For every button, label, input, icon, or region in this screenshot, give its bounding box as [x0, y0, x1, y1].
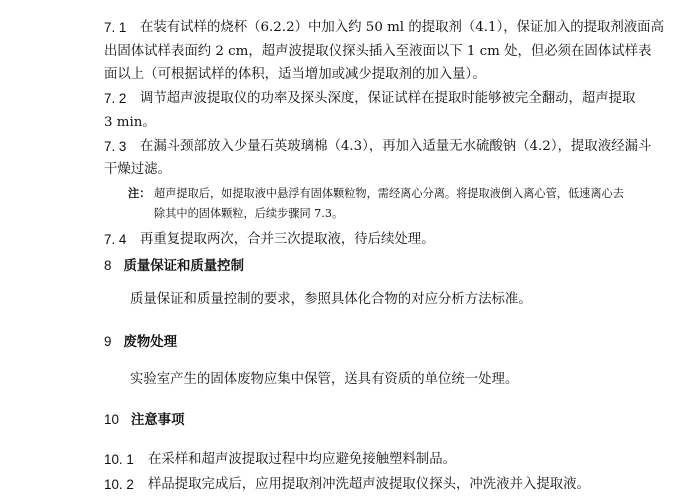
section-10-title: 注意事项 [130, 413, 185, 428]
note-line-1: 超声提取后，如提取液中悬浮有固体颗粒物，需经离心分离。将提取液倒入离心管，低速离心去 [154, 187, 624, 200]
clause-10-1-text: 在采样和超声波提取过程中均应避免接触塑料制品。 [148, 452, 456, 467]
clause-7-2-number: 7. 2 [104, 91, 127, 106]
clause-7-1-line-2: 出固体试样表面约 2 cm，超声波提取仪探头插入至液面以下 1 cm 处，但必须在固体试样表 [104, 44, 652, 59]
section-8-body: 质量保证和质量控制的要求，参照具体化合物的对应分析方法标准。 [130, 292, 532, 307]
clause-7-2-line-1: 调节超声波提取仪的功率及探头深度，保证试样在提取时能够被完全翻动，超声提取 [140, 91, 636, 106]
clause-7-3-line-1: 在漏斗颈部放入少量石英玻璃棉（4.3），再加入适量无水硫酸钠（4.2），提取液经漏斗 [140, 139, 652, 154]
clause-7-3-line-2: 干燥过滤。 [104, 162, 171, 177]
clause-7-3-number: 7. 3 [104, 139, 127, 154]
section-9-number: 9 [104, 334, 112, 349]
clause-7-1-line-1: 在装有试样的烧杯（6.2.2）中加入约 50 ml 的提取剂（4.1），保证加入的提取剂液面高 [140, 20, 664, 35]
clause-7-2-line-2: 3 min。 [104, 115, 156, 130]
section-8-number: 8 [104, 258, 112, 273]
section-9-heading [104, 333, 177, 352]
clause-10-1-number: 10. 1 [104, 452, 134, 467]
clause-7-4-number: 7. 4 [104, 232, 127, 247]
clause-7-1-line-3: 面以上（可根据试样的体积，适当增加或减少提取剂的加入量）。 [104, 67, 486, 82]
clause-10-2-number: 10. 2 [104, 477, 134, 492]
section-10-number: 10 [104, 412, 119, 427]
section-8-heading [104, 257, 244, 276]
section-10-heading [104, 411, 184, 430]
section-9-title: 废物处理 [123, 335, 178, 350]
clause-7-1-number: 7. 1 [104, 20, 127, 35]
clause-10-2-text: 样品提取完成后，应用提取剂冲洗超声波提取仪探头，冲洗液并入提取液。 [148, 477, 590, 492]
note-line-2: 除其中的固体颗粒，后续步骤同 7.3。 [154, 207, 344, 220]
clause-7-4-text: 再重复提取两次，合并三次提取液，待后续处理。 [140, 232, 435, 247]
section-8-title: 质量保证和质量控制 [123, 259, 244, 274]
note-label: 注： [128, 187, 151, 200]
section-9-body: 实验室产生的固体废物应集中保管，送具有资质的单位统一处理。 [130, 372, 519, 387]
